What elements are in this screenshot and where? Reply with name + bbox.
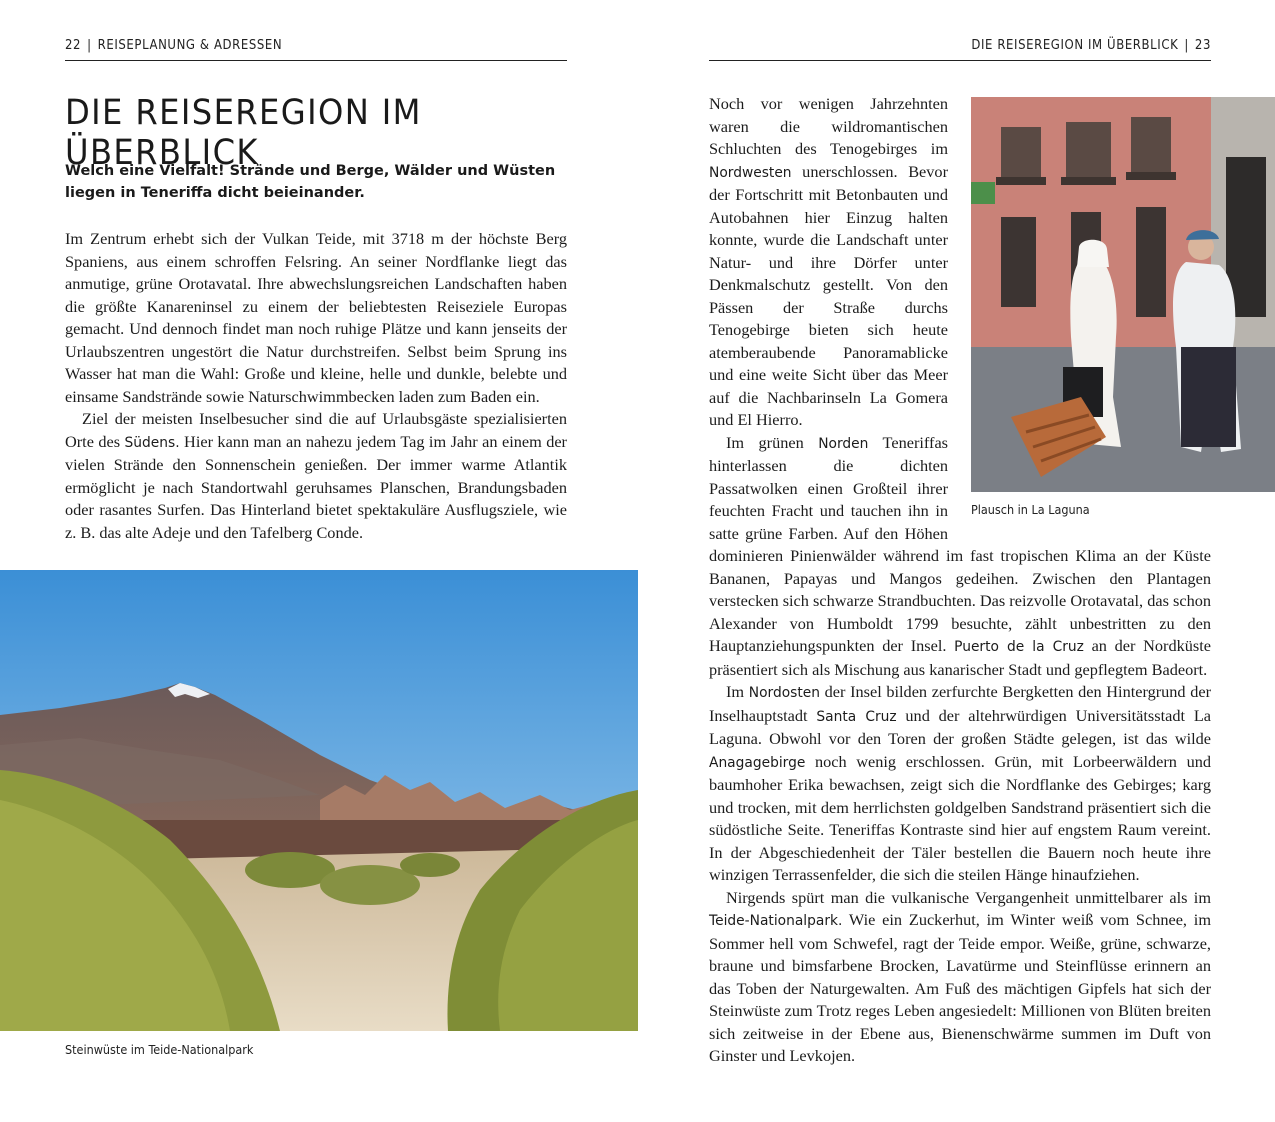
keyword-santa-cruz: Santa Cruz	[816, 708, 897, 725]
left-paragraph-1: Im Zentrum erhebt sich der Vulkan Teide, mit 3718 m der höchste Berg Spaniens, aus einem schroffen Felsring. An seiner Nordflanke liegt das anmutige, grüne Orotavatal. Ihre abwechslungsreichen Landschaften haben die größte Kanareninsel zu einem der beliebtesten Reiseziele Europas gemacht. Und dennoch findet man noch ruhige Plätze und kann jenseits der Urlaubszentren ungestört die Natur durchstreifen. Selbst beim Sprung ins Wasser hat man die Wahl: Große und kleine, helle und dunkle, belebte und einsame Sandstrände sowie Naturschwimmbecken laden zum Baden ein.	[65, 229, 567, 406]
keyword-teide-nationalpark: Teide-Nationalpark.	[709, 913, 843, 929]
keyword-norden: Norden	[818, 435, 869, 452]
page-number-left: 22	[65, 38, 82, 53]
right-paragraph-3: Im Nordosten der Insel bilden zerfurchte Bergketten den Hintergrund der Inselhauptstadt Santa Cruz und der altehrwürdigen Universitätsstadt La Laguna. Obwohl vor den Toren der großen Städte gelegen, ist das wilde Anagagebirge noch wenig erschlossen. Grün, mit Lorbeerwäldern und baumhoher Erika bewachsen, zeigt sich die Nordflanke des Gebirges; karg und trocken, mit dem herrlichsten goldgelben Sandstrand präsentiert sich die südöstliche Seite. Teneriffas Kontraste sind hier auf engstem Raum vereint. In der Abgeschiedenheit der Täler bestellen die Bauern noch heute ihre winzigen Terrassenfelder, die sich die steilen Hänge hinaufziehen.	[709, 682, 1212, 884]
right-page	[638, 0, 1275, 1122]
keyword-nordosten: Nordosten	[748, 685, 820, 701]
right-paragraph-2: Im grünen Norden Teneriffas hinterlassen die dichten Passatwolken einen Großteil ihrer feuchten Fracht und tauchen ihn in satte grüne Farben. Auf den Höhen dominieren Pinienwälder während im fast tropischen Klima an der Küste Bananen, Papayas und Mangos gedeihen. Zwischen den Plantagen verstecken sich schwarze Strandbuchten. Das reizvolle Orotavatal, das schon Alexander von Humboldt 1799 besuchte, zählt unbestritten zu den Hauptanziehungspunkten der Insel. Puerto de la Cruz an der Nordküste präsentiert sich als Mischung aus kanarischer Stadt und gepflegtem Badeort.	[709, 432, 1211, 679]
page-title: DIE REISEREGION IM ÜBERBLICK	[65, 93, 422, 173]
running-head-left-text: REISEPLANUNG & ADRESSEN	[97, 38, 283, 53]
photo-float-spacer	[948, 93, 1211, 543]
keyword-puerto-de-la-cruz: Puerto de la Cruz	[954, 639, 1084, 655]
la-laguna-photo-caption: Plausch in La Laguna	[971, 502, 1090, 517]
keyword-suedens: Südens.	[124, 434, 180, 451]
running-head-right-text: DIE REISEREGION IM ÜBERBLICK	[971, 38, 1179, 53]
teide-landscape-photo	[0, 570, 638, 1031]
lead-paragraph: Welch eine Vielfalt! Strände und Berge, Wälder und Wüsten liegen in Teneriffa dicht beieinander.	[65, 163, 556, 201]
keyword-anagagebirge: Anagagebirge	[709, 754, 806, 771]
keyword-nordwesten: Nordwesten	[709, 164, 792, 181]
running-head-right: DIE REISEREGION IM ÜBERBLICK | 23	[709, 38, 1211, 61]
teide-photo-caption: Steinwüste im Teide-Nationalpark	[65, 1042, 254, 1057]
left-body-text	[65, 228, 567, 544]
right-paragraph-1: Noch vor wenigen Jahrzehnten waren die wildromantischen Schluchten des Tenogebirges im Nordwesten unerschlossen. Bevor der Fortschritt mit Betonbauten und Autobahnen hier Einzug halten konnte, wurde die Landschaft unter Natur- und ihre Dörfer unter Denkmalschutz gestellt. Von den Pässen der Straße durchs Tenogebirge bieten sich heute atemberaubende Panoramablicke und eine weite Sicht über das Meer auf die Nachbarinseln La Gomera und El Hierro.	[709, 94, 948, 429]
left-paragraph-2: Ziel der meisten Inselbesucher sind die auf Urlaubsgäste spezialisierten Orte des Südens. Hier kann man an nahezu jedem Tag im Jahr an einem der vielen Strände den Sonnenschein genießen. Der immer warme Atlantik ermöglicht je nach Standortwahl geruhsames Planschen, Brandungsbaden oder rasantes Surfen. Das Hinterland bietet spektakuläre Ausflugsziele, wie z. B. das alte Adeje und den Tafelberg Conde.	[65, 409, 567, 542]
right-body-text	[709, 93, 1211, 1068]
page-number-right: 23	[1194, 38, 1211, 53]
running-head-left: 22 | REISEPLANUNG & ADRESSEN	[65, 38, 567, 61]
right-paragraph-4: Nirgends spürt man die vulkanische Vergangenheit unmittelbarer als im Teide-Nationalpark. Wie ein Zuckerhut, im Winter weiß vom Schnee, im Sommer hell vom Schwefel, ragt der Teide empor. Weiße, grüne, schwarze, braune und bimsfarbene Brocken, Lavatürme und Steinflüsse erinnern an das Toben der Naturgewalten. Am Fuß des mächtigen Gipfels hat sich der Steinwüste zum Trotz reges Leben angesiedelt: Millionen von Blüten breiten sich zeitweise in der Ebene aus, Bienenschwärme summen im Duft von Ginster und Levkojen.	[709, 887, 1211, 1065]
